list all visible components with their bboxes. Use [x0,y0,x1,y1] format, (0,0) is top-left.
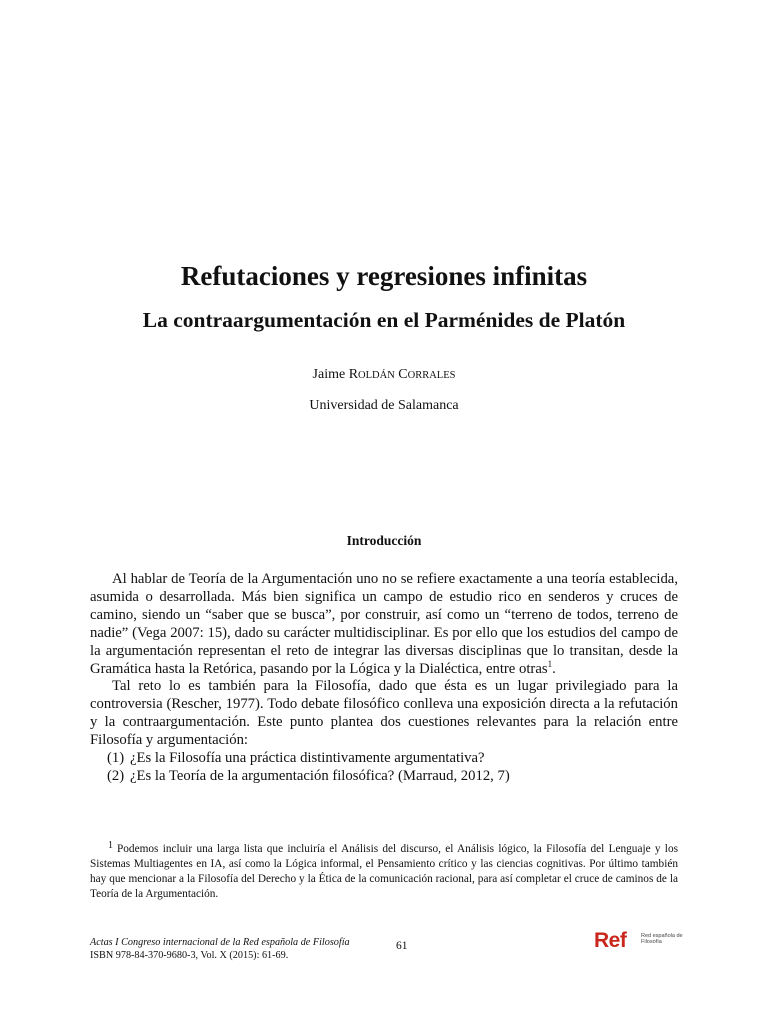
paragraph-1-text: Al hablar de Teoría de la Argumentación uno no se refiere exactamente a una teoría establecida, asumida o desarrollada. Más bien significa un campo de estudio rico en senderos y cruces de camino, siendo un “saber que se busca”, por construir, así como un “terreno de todos, terreno de nadie” (Vega 2007: 15), dado su carácter multidisciplinar. Es por ello que los estudios del campo de la argumentación representan el reto de integrar las diversas disciplinas que lo transitan, desde la Gramática hasta la Retórica, pasando por la Lógica y la Dialéctica, entre otras [90,571,678,677]
list-item [90,768,678,786]
ref-logo [594,930,684,952]
author-first-name: Jaime [312,367,346,382]
proceedings-title: Actas I Congreso internacional de la Red española de Filosofía [90,937,350,948]
list-item-number: (1) [107,750,125,767]
author-last-name-2-text: CORRALES [398,367,456,382]
list-item-number: (2) [107,767,125,784]
author-name [0,366,768,385]
paper-subtitle: La contraargumentación en el Parménides de Platón [142,308,626,332]
author-last-name-1-text: ROLDÁN [348,367,395,382]
paragraph-1-end: . [552,660,556,677]
isbn-line: ISBN 978-84-370-9680-3, Vol. X (2015): 61-69. [90,949,289,961]
list-item [90,750,678,768]
paper-title: Refutaciones y regresiones infinitas [180,261,588,291]
paragraph: Tal reto lo es también para la Filosofía, dado que ésta es un lugar privilegiado para la controversia (Rescher, 1977). Todo debate filosófico conlleva una exposición directa a la refutación y la contraargumentación. Este punto plantea dos cuestiones relevantes para la relación entre Filosofía y argumentación: [90,678,678,749]
footnote [90,842,678,902]
footnote-text: Podemos incluir una larga lista que incluiría el Análisis del discurso, el Análisis lógico, la Filosofía del Lenguaje y los Sistemas Multiagentes en IA, así como la Lógica informal, el Pensamiento crítico y las ciencias cognitivas. Por último también hay que mencionar a la Filosofía del Derecho y la Ética de la comunicación racional, para así completar el cruce de caminos de la Teoría de la Argumentación. [90,843,678,901]
footnote-mark: 1 [108,840,113,851]
list-item-text: ¿Es la Teoría de la argumentación filosófica? (Marraud, 2012, 7) [130,767,510,784]
ref-logo-text: Red española de Filosofía [641,933,683,945]
footnote-reference[interactable]: 1 [547,658,553,669]
page-footer-citation [90,937,350,962]
author-last-name-2 [398,367,455,382]
author-last-name-1 [349,367,395,382]
question-list [90,750,678,786]
page-number: 61 [396,940,408,952]
body-text [90,571,678,786]
paragraph [90,571,678,678]
ref-logo-mark: Ref [594,929,627,952]
author-affiliation: Universidad de Salamanca [309,398,459,413]
section-heading: Introducción [346,533,422,548]
author-last-name [349,367,456,382]
list-item-text: ¿Es la Filosofía una práctica distintivamente argumentativa? [130,750,485,767]
